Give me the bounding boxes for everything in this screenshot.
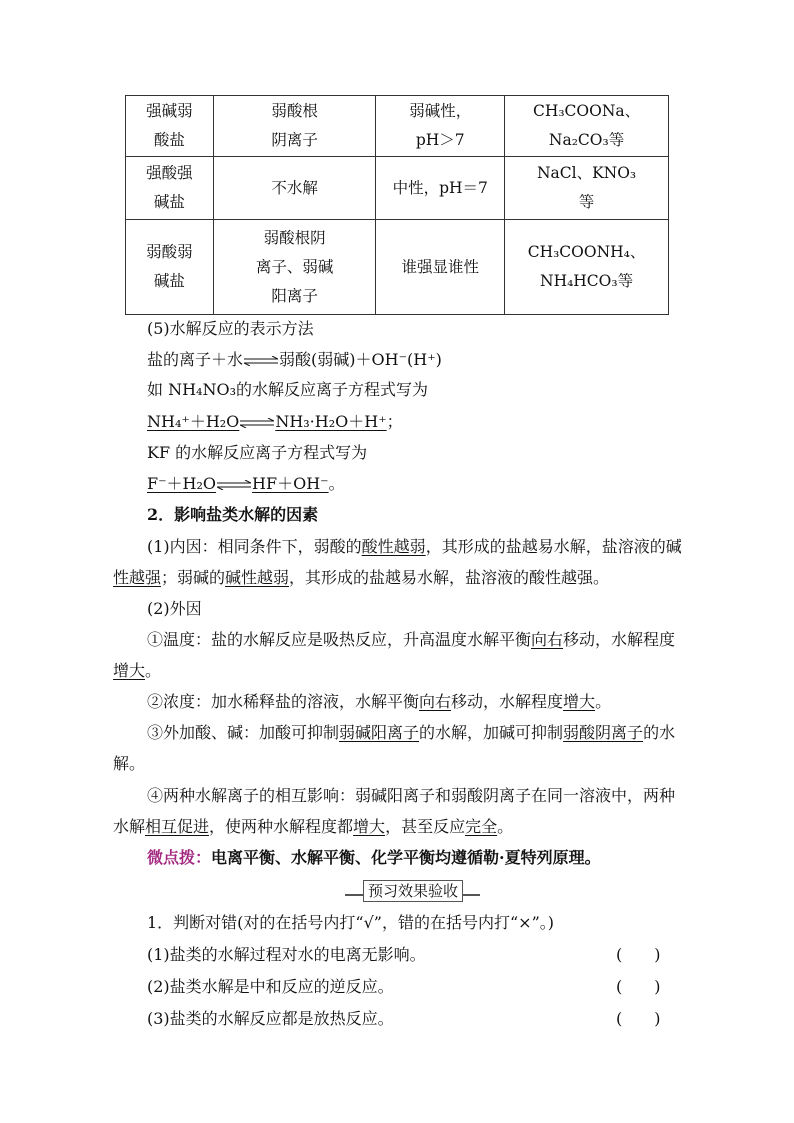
answer-parentheses[interactable]: ( ) <box>616 945 661 964</box>
solution-ph-cell: 中性，pH＝7 <box>376 157 505 220</box>
example-salts-cell: NaCl、KNO₃ 等 <box>505 157 669 220</box>
acid-base-line-2: 解。 <box>113 754 146 773</box>
tip-label: 微点拨： <box>147 848 212 867</box>
temperature-line-1: ①温度：盐的水解反应是吸热反应，升高温度水解平衡向右移动，水解程度 <box>147 630 676 649</box>
concentration-line: ②浓度：加水稀释盐的溶液，水解平衡向右移动，水解程度增大。 <box>147 692 612 711</box>
nh4-hydrolysis-equation: NH₄⁺＋H₂O NH₃·H₂O＋H⁺； <box>147 412 403 431</box>
solution-ph-cell: 谁强显谁性 <box>376 220 505 315</box>
example-salts-cell: CH₃COONH₄、 NH₄HCO₃等 <box>505 220 669 315</box>
salt-type-cell: 强碱弱 酸盐 <box>126 96 214 157</box>
kf-intro: KF 的水解反应离子方程式写为 <box>147 443 368 462</box>
hydrolyzing-ion-cell: 不水解 <box>213 157 376 220</box>
example-salts-cell: CH₃COONa、 Na₂CO₃等 <box>505 96 669 157</box>
section-5-title: (5)水解反应的表示方法 <box>147 319 314 338</box>
salt-type-cell: 弱酸弱 碱盐 <box>126 220 214 315</box>
section-2-heading: 2．影响盐类水解的因素 <box>147 505 319 524</box>
table-row <box>126 220 669 315</box>
tip-line <box>147 847 601 869</box>
acid-base-line-1: ③外加酸、碱：加酸可抑制弱碱阳离子的水解，加碱可抑制弱酸阴离子的水 <box>147 723 676 742</box>
equilibrium-arrow-icon <box>244 356 278 366</box>
salt-hydrolysis-table <box>125 95 669 315</box>
temperature-line-2: 增大。 <box>113 661 162 680</box>
equilibrium-arrow-icon <box>217 480 251 490</box>
kf-hydrolysis-equation: F⁻＋H₂O HF＋OH⁻。 <box>147 474 345 493</box>
internal-factor-line-2: 性越强；弱碱的碱性越弱，其形成的盐越易水解，盐溶液的酸性越强。 <box>113 568 610 587</box>
tip-text: 电离平衡、水解平衡、化学平衡均遵循勒·夏特列原理。 <box>211 848 601 867</box>
salt-type-cell: 强酸强 碱盐 <box>126 157 214 220</box>
question-item-2: (2)盐类水解是中和反应的逆反应。 <box>147 977 394 996</box>
general-hydrolysis-equation: 盐的离子＋水 弱酸(弱碱)＋OH⁻(H⁺) <box>147 350 442 369</box>
internal-factor-line-1: (1)内因：相同条件下，弱酸的酸性越弱，其形成的盐越易水解，盐溶液的碱 <box>147 537 682 556</box>
external-factor-heading: (2)外因 <box>147 599 202 618</box>
banner-title: 预习效果验收 <box>363 880 463 902</box>
preview-check-banner <box>345 880 480 902</box>
mutual-influence-line-1: ④两种水解离子的相互影响：弱碱阳离子和弱酸阴离子在同一溶液中，两种 <box>147 786 676 805</box>
question-item-1: (1)盐类的水解过程对水的电离无影响。 <box>147 945 426 964</box>
nh4no3-intro: 如 NH₄NO₃的水解反应离子方程式写为 <box>147 380 428 399</box>
table-row <box>126 96 669 157</box>
answer-parentheses[interactable]: ( ) <box>616 1009 661 1028</box>
equilibrium-arrow-icon <box>240 418 274 428</box>
hydrolyzing-ion-cell: 弱酸根 阴离子 <box>213 96 376 157</box>
solution-ph-cell: 弱碱性， pH＞7 <box>376 96 505 157</box>
table-row <box>126 157 669 220</box>
hydrolyzing-ion-cell: 弱酸根阴 离子、弱碱 阳离子 <box>213 220 376 315</box>
question-item-3: (3)盐类的水解反应都是放热反应。 <box>147 1009 394 1028</box>
mutual-influence-line-2: 水解相互促进，使两种水解程度都增大，甚至反应完全。 <box>113 817 514 836</box>
answer-parentheses[interactable]: ( ) <box>616 977 661 996</box>
question-1-title: 1．判断对错(对的在括号内打“√”，错的在括号内打“×”。) <box>147 913 554 932</box>
